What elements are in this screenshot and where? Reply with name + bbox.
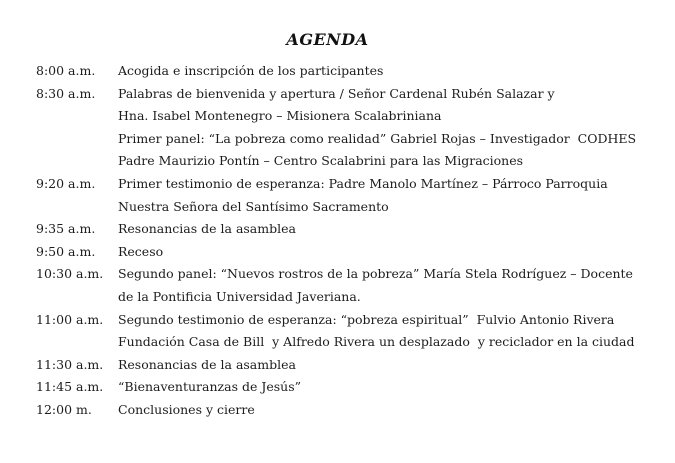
agenda-row [0, 354, 675, 377]
agenda-row [0, 173, 675, 196]
agenda-text: de la Pontificia Universidad Javeriana. [118, 288, 361, 304]
agenda-row [0, 309, 675, 332]
agenda-text: Nuestra Señora del Santísimo Sacramento [118, 198, 389, 214]
page-title: AGENDA [286, 30, 369, 49]
agenda-row [0, 60, 675, 83]
agenda-text: Resonancias de la asamblea [118, 356, 296, 372]
agenda-row [0, 331, 675, 354]
agenda-text: Fundación Casa de Bill y Alfredo Rivera un desplazado y reciclador en la ciudad [118, 334, 635, 350]
agenda-text: Segundo testimonio de esperanza: “pobreza espiritual” Fulvio Antonio Rivera [118, 311, 615, 327]
agenda-time: 12:00 m. [36, 401, 92, 417]
agenda-text: Resonancias de la asamblea [118, 221, 296, 237]
agenda-text: Acogida e inscripción de los participantes [118, 63, 384, 78]
agenda-text: Conclusiones y cierre [118, 401, 255, 417]
agenda-row [0, 286, 675, 309]
agenda-text: Palabras de bienvenida y apertura / Señor Cardenal Rubén Salazar y [118, 85, 555, 101]
agenda-list [0, 60, 675, 422]
agenda-text: Hna. Isabel Montenegro – Misionera Scalabriniana [118, 108, 442, 124]
agenda-row [0, 83, 675, 106]
agenda-time: 8:30 a.m. [36, 85, 96, 101]
agenda-time: 11:45 a.m. [36, 379, 104, 395]
agenda-row [0, 105, 675, 128]
agenda-time: 11:30 a.m. [36, 356, 104, 372]
agenda-text: Primer panel: “La pobreza como realidad” Gabriel Rojas – Investigador CODHES [118, 130, 637, 146]
agenda-row [0, 241, 675, 264]
agenda-time: 9:50 a.m. [36, 243, 96, 259]
agenda-row [0, 376, 675, 399]
agenda-text: Primer testimonio de esperanza: Padre Manolo Martínez – Párroco Parroquia [118, 175, 608, 191]
agenda-row [0, 399, 675, 422]
agenda-text: Padre Maurizio Pontín – Centro Scalabrini para las Migraciones [118, 153, 524, 169]
agenda-row [0, 218, 675, 241]
agenda-row [0, 128, 675, 151]
agenda-time: 11:00 a.m. [36, 311, 104, 327]
agenda-text: “Bienaventuranzas de Jesús” [118, 379, 302, 395]
agenda-text: Receso [118, 243, 164, 259]
agenda-text: Segundo panel: “Nuevos rostros de la pobreza” María Stela Rodríguez – Docente [118, 266, 633, 282]
agenda-time: 10:30 a.m. [36, 266, 104, 282]
agenda-time: 9:35 a.m. [36, 221, 96, 237]
agenda-row [0, 196, 675, 219]
agenda-row [0, 150, 675, 173]
agenda-time: 9:20 a.m. [36, 175, 96, 191]
agenda-row [0, 263, 675, 286]
agenda-time: 8:00 a.m. [36, 63, 96, 78]
